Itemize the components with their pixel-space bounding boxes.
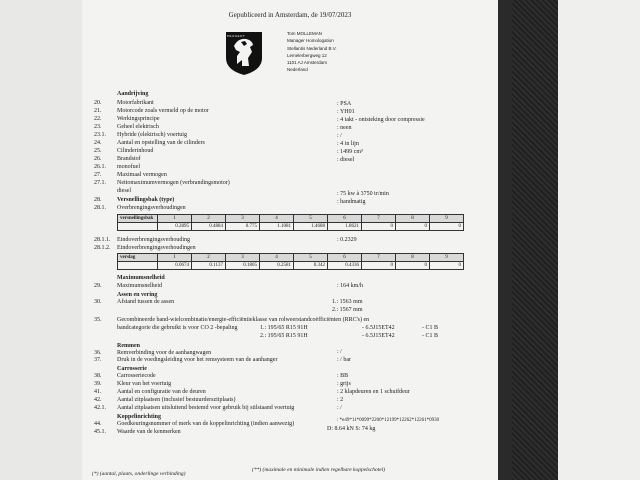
field-label: Cilinderinhoud (117, 148, 154, 154)
field-number: 39. (94, 381, 102, 387)
table-cell: 0.775 (226, 223, 260, 231)
tyre-rim: - 6.5J15ET42 (362, 325, 395, 331)
background-fabric (512, 0, 558, 480)
table-cell: 1.8621 (328, 223, 362, 231)
page-title: Gepubliceerd in Amsterdam, de 19/07/2023 (228, 11, 352, 19)
table-header: 6 (328, 215, 362, 223)
table-header: 1 (158, 254, 192, 262)
field-label: Hybride (elektrisch) voertuig (117, 132, 187, 138)
field-number: 26.1. (94, 164, 106, 170)
field-label: Kleur van het voertuig (117, 381, 172, 387)
table-cell: 0 (430, 262, 464, 270)
table-header: 8 (396, 254, 430, 262)
field-value: : 4 takt - ontsteking door compressie (337, 117, 425, 123)
field-label: Aantal en configuratie van de deuren (117, 389, 206, 395)
field-label: Druk in de voedingsleiding voor het remsysteem van de aanhanger (117, 357, 278, 363)
section-heading: Aandrijving (117, 91, 149, 97)
field-label: Aantal en opstelling van de cilinders (117, 140, 205, 146)
field-number: 45.1. (94, 429, 106, 435)
section-heading: Maximumsnelheid (117, 275, 165, 281)
company-line: Lemelerbergweg 12 (287, 52, 327, 58)
field-number: 21. (94, 108, 102, 114)
field-value: : 75 kw à 3750 tr/min (337, 191, 389, 197)
field-number: 36. (94, 350, 102, 356)
tyre-class: - C1 B (422, 333, 439, 339)
field-number: 23. (94, 124, 102, 130)
background-left (0, 0, 82, 480)
table-cell: 1.4688 (294, 223, 328, 231)
table-cell: 0.1805 (226, 262, 260, 270)
field-value: : 2 klapdeuren en 1 schuifdeur (337, 389, 410, 395)
field-value: : grijs (337, 381, 351, 387)
table-cell: 0.4884 (192, 223, 226, 231)
field-value: : / bar (337, 357, 351, 363)
field-value: : 2 (337, 397, 344, 403)
field-number: 22. (94, 116, 102, 122)
field-value: : / (337, 133, 342, 139)
field-label: Maximaal vermogen (117, 172, 167, 178)
field-number: 20. (94, 100, 102, 106)
company-line: Tom MOLLEMAN (287, 31, 323, 36)
table-header: 4 (260, 215, 294, 223)
field-number: 30. (94, 299, 102, 305)
field-value: : PSA (337, 101, 352, 107)
field-number: 35. (94, 317, 102, 323)
tyre-spec: 2.: 195/65 R15 91H (260, 333, 308, 339)
table-cell: 0 (362, 262, 396, 270)
field-number: 42.1. (94, 405, 106, 411)
table-header: 2 (192, 254, 226, 262)
field-value: : diesel (337, 157, 355, 163)
field-value: : BB (337, 373, 349, 379)
company-address (287, 30, 337, 74)
field-label: bandcategorie die gebruikt is voor CO 2 -bepaling (117, 325, 238, 331)
section-heading: Koppelinrichting (117, 414, 162, 420)
field-label: Nettomaximumvermogen (verbrandingsmotor) (117, 180, 230, 186)
table-header: 6 (328, 254, 362, 262)
table-cell: 1.1081 (260, 223, 294, 231)
field-number: 26. (94, 156, 102, 162)
field-label: Gecombineerde band-wielcombinatie/energie-efficiëntieklasse van rolweerstandcoëfficiënten (RRC's) en (117, 317, 370, 323)
field-value: : YH01 (337, 109, 355, 115)
table-header: 7 (362, 254, 396, 262)
field-label: Aantal zitplaatsen (inclusief bestuurderszitplaats) (117, 397, 236, 403)
field-label: Eindoverbrengingsverhoudingen (117, 245, 196, 251)
company-line: 1101 AJ Amsterdam (287, 60, 327, 66)
table-header-label: versnellingsbak (118, 215, 158, 223)
field-label: Motorfabrikant (117, 100, 154, 106)
field-label: Versnellingsbak (type) (117, 197, 175, 203)
field-label: Waarde van de kenmerken (117, 429, 181, 435)
section-heading: Carrosserie (117, 366, 147, 372)
field-number: 28.1.2. (94, 245, 111, 251)
table-cell: 0 (362, 223, 396, 231)
field-label: Overbrengingsverhoudingen (117, 205, 186, 211)
table-cell: 0 (396, 262, 430, 270)
field-number: 23.1. (94, 132, 106, 138)
field-number: 27. (94, 172, 102, 178)
company-line: Manager Homologation (287, 38, 334, 44)
field-label: Eindoverbrengingsverhouding (117, 237, 190, 243)
field-number: 44. (94, 421, 102, 427)
table-header: 5 (294, 254, 328, 262)
section-heading: Assen en vering (117, 292, 158, 298)
table-header: 3 (226, 215, 260, 223)
table-header: 1 (158, 215, 192, 223)
field-label: Remverbinding voor de aanhangwagen (117, 350, 212, 356)
field-value: : *e49*11*0099*2200*12199*12262*12261*0930 (337, 418, 440, 423)
table-cell (118, 262, 158, 270)
field-label: Aantal zitplaatsen uitsluitend bestemd voor gebruik bij stilstaand voertuig (117, 405, 295, 411)
field-label: monofuel (117, 164, 140, 170)
field-label: diesel (117, 188, 131, 194)
table-cell: 0.2895 (158, 223, 192, 231)
field-value: : / (337, 405, 342, 411)
table-header: 3 (226, 254, 260, 262)
company-line: Nederland (287, 67, 308, 73)
section-heading: Remmen (117, 343, 140, 349)
field-value: : 0.2329 (337, 237, 357, 243)
footnote: (*) (aantal, plaats, onderlinge verbinding) (92, 471, 186, 477)
field-value: : / (337, 349, 342, 355)
field-label: Afstand tussen de assen (117, 299, 175, 305)
gear-ratio-table (117, 253, 464, 270)
table-header: 4 (260, 254, 294, 262)
field-number: 25. (94, 148, 102, 154)
table-header: 9 (430, 215, 464, 223)
table-header: 2 (192, 215, 226, 223)
table-cell: 0.4336 (328, 262, 362, 270)
field-value: : 164 km/h (337, 283, 364, 289)
field-number: 29. (94, 283, 102, 289)
field-number: 37. (94, 357, 102, 363)
table-header: 5 (294, 215, 328, 223)
table-header: 7 (362, 215, 396, 223)
field-number: 41. (94, 389, 102, 395)
table-cell: 0.2581 (260, 262, 294, 270)
table-cell: 0.342 (294, 262, 328, 270)
gear-ratio-table (117, 214, 464, 231)
field-number: 28. (94, 197, 102, 203)
field-value: D: 8.64 kN S: 74 kg (327, 426, 376, 432)
table-header: 8 (396, 215, 430, 223)
table-header: 9 (430, 254, 464, 262)
logo-wordmark: PEUGEOT (227, 34, 246, 38)
field-label: Werkingsprincipe (117, 116, 160, 122)
field-number: 28.1.1. (94, 237, 111, 243)
tyre-rim: - 6.5J15ET42 (362, 333, 395, 339)
field-value: : 1499 cm³ (337, 149, 363, 155)
background-right (558, 0, 640, 480)
field-label: Goedkeuringsnummer of merk van de koppelinrichting (indien aanwezig) (117, 421, 295, 427)
field-number: 42. (94, 397, 102, 403)
field-number: 24. (94, 140, 102, 146)
field-value: : 4 in lijn (337, 141, 359, 147)
table-cell: 0 (396, 223, 430, 231)
document-page (82, 0, 498, 480)
tyre-spec: 1.: 195/65 R15 91H (260, 325, 308, 331)
table-cell: 0.0674 (158, 262, 192, 270)
field-value: : neen (337, 125, 352, 131)
field-number: 38. (94, 373, 102, 379)
table-cell: 0 (430, 223, 464, 231)
field-label: Brandstof (117, 156, 141, 162)
field-value: 2.: 1567 mm (332, 307, 363, 313)
table-cell (118, 223, 158, 231)
field-number: 28.1. (94, 205, 106, 211)
field-label: Carrosseriecode (117, 373, 156, 379)
tyre-class: - C1 B (422, 325, 439, 331)
footnote: (**) (maximale en minimale indien regelbare koppelschotel) (252, 467, 386, 473)
field-label: Geheel elektrisch (117, 124, 159, 130)
field-value: 1.: 1563 mm (332, 299, 363, 305)
table-header-label: verslag (118, 254, 158, 262)
table-cell: 0.1137 (192, 262, 226, 270)
company-line: Stellantis Nederland B.V. (287, 45, 337, 51)
field-value: : handmatig (337, 199, 366, 205)
field-label: Maximumsnelheid (117, 283, 162, 289)
field-label: Motorcode zoals vermeld op de motor (117, 108, 209, 114)
field-number: 27.1. (94, 180, 106, 186)
